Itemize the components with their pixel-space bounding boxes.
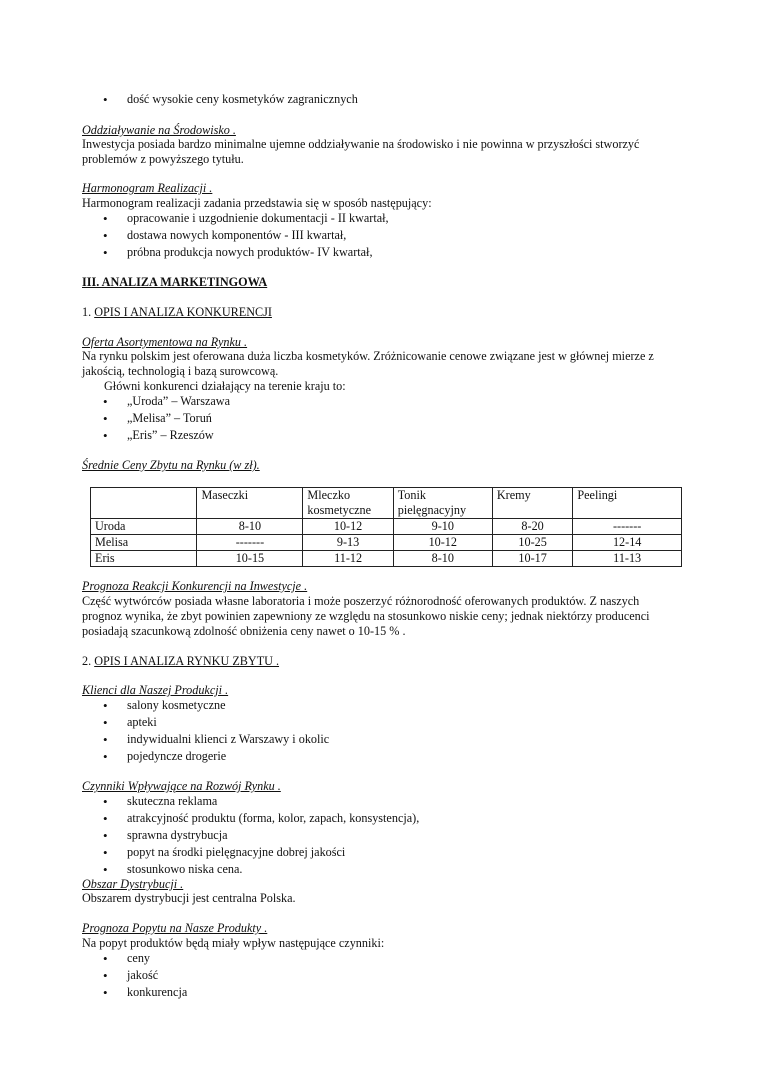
reaction-heading: Prognoza Reakcji Konkurencji na Inwestycje . xyxy=(82,579,308,593)
table-cell: 8-10 xyxy=(197,519,303,535)
list-item: • „Eris” – Rzeszów xyxy=(82,427,230,444)
table-header-cell: Maseczki xyxy=(197,488,303,519)
demand-text: Na popyt produktów będą miały wpływ następujące czynniki: xyxy=(82,936,385,950)
table-cell: 10-15 xyxy=(197,551,303,567)
factors-list xyxy=(82,793,419,878)
prices-heading: Średnie Ceny Zbytu na Rynku (w zł). xyxy=(82,458,260,472)
demand-list xyxy=(82,950,187,1001)
competitors-intro: Główni konkurenci działający na terenie kraju to: xyxy=(104,379,346,393)
table-row xyxy=(91,519,682,535)
offer-heading: Oferta Asortymentowa na Rynku . xyxy=(82,335,248,349)
prices-table xyxy=(90,487,682,567)
table-cell: 8-10 xyxy=(393,551,492,567)
table-header-cell: Peelingi xyxy=(573,488,682,519)
table-row xyxy=(91,551,682,567)
table-header-cell xyxy=(91,488,197,519)
list-item: • ceny xyxy=(82,950,187,967)
clients-list xyxy=(82,697,329,765)
subsection-heading-competition xyxy=(82,305,272,320)
table-header-row xyxy=(91,488,682,519)
table-cell: 9-13 xyxy=(303,535,393,551)
list-item: • dostawa nowych komponentów - III kwartał, xyxy=(82,227,389,244)
table-header-cell: Kremy xyxy=(492,488,573,519)
table-cell: 11-12 xyxy=(303,551,393,567)
list-item: • popyt na środki pielęgnacyjne dobrej jakości xyxy=(82,844,419,861)
list-item: • sprawna dystrybucja xyxy=(82,827,419,844)
demand-heading: Prognoza Popytu na Nasze Produkty . xyxy=(82,921,268,935)
table-cell: 10-25 xyxy=(492,535,573,551)
table-cell: 10-12 xyxy=(393,535,492,551)
table-cell: ------- xyxy=(197,535,303,551)
list-item: • próbna produkcja nowych produktów- IV kwartał, xyxy=(82,244,389,261)
table-cell: Uroda xyxy=(91,519,197,535)
env-text: Inwestycja posiada bardzo minimalne ujemne oddziaływanie na środowisko i nie powinna w przyszłości stworzyć problemów z powyższego tytułu. xyxy=(82,137,640,166)
table-header-cell: Tonik pielęgnacyjny xyxy=(393,488,492,519)
list-item: • apteki xyxy=(82,714,329,731)
env-heading: Oddziaływanie na Środowisko . xyxy=(82,123,236,137)
list-item: • „Uroda” – Warszawa xyxy=(82,393,230,410)
table-cell: 9-10 xyxy=(393,519,492,535)
distribution-heading: Obszar Dystrybucji . xyxy=(82,877,184,891)
subsection-number: 1. xyxy=(82,305,92,319)
table-cell: 10-17 xyxy=(492,551,573,567)
list-item: • skuteczna reklama xyxy=(82,793,419,810)
schedule-list xyxy=(82,210,389,261)
list-item: • opracowanie i uzgodnienie dokumentacji - II kwartał, xyxy=(82,210,389,227)
table-cell: 10-12 xyxy=(303,519,393,535)
subsection-heading-market xyxy=(82,654,279,669)
table-cell: 8-20 xyxy=(492,519,573,535)
table-cell: ------- xyxy=(573,519,682,535)
list-item: • salony kosmetyczne xyxy=(82,697,329,714)
distribution-text: Obszarem dystrybucji jest centralna Polska. xyxy=(82,891,296,905)
list-item: • stosunkowo niska cena. xyxy=(82,861,419,878)
table-header-cell: Mleczko kosmetyczne xyxy=(303,488,393,519)
table-cell: Eris xyxy=(91,551,197,567)
clients-heading: Klienci dla Naszej Produkcji . xyxy=(82,683,229,697)
table-cell: 12-14 xyxy=(573,535,682,551)
section-heading-marketing: III. ANALIZA MARKETINGOWA xyxy=(82,275,268,289)
table-cell: 11-13 xyxy=(573,551,682,567)
list-item: • dość wysokie ceny kosmetyków zagranicznych xyxy=(82,91,358,108)
list-item: • atrakcyjność produktu (forma, kolor, zapach, konsystencja), xyxy=(82,810,419,827)
competitors-list xyxy=(82,393,230,444)
subsection-title: OPIS I ANALIZA KONKURENCJI xyxy=(94,305,272,319)
intro-bullet-list xyxy=(82,91,358,108)
table-cell: Melisa xyxy=(91,535,197,551)
table-row xyxy=(91,535,682,551)
subsection-number: 2. xyxy=(82,654,92,668)
list-item: • jakość xyxy=(82,967,187,984)
schedule-heading: Harmonogram Realizacji . xyxy=(82,181,213,195)
subsection-title: OPIS I ANALIZA RYNKU ZBYTU . xyxy=(94,654,280,668)
list-item: • pojedyncze drogerie xyxy=(82,748,329,765)
factors-heading: Czynniki Wpływające na Rozwój Rynku . xyxy=(82,779,281,793)
list-item: • indywidualni klienci z Warszawy i okolic xyxy=(82,731,329,748)
reaction-text: Część wytwórców posiada własne laboratoria i może poszerzyć różnorodność oferowanych produktów. Z naszych prognoz wynika, że zbyt powinien zapewniony ze względu na stosunkowo niskie ceny; jednak niektórzy producenci posiadają szacunkową zdolność obniżenia ceny nawet o 10-15 % . xyxy=(82,594,650,638)
offer-text: Na rynku polskim jest oferowana duża liczba kosmetyków. Zróżnicowanie cenowe związane jest w głównej mierze z jakością, technologią i bazą surowcową. xyxy=(82,349,654,378)
schedule-intro: Harmonogram realizacji zadania przedstawia się w sposób następujący: xyxy=(82,196,432,210)
list-item: • „Melisa” – Toruń xyxy=(82,410,230,427)
list-item: • konkurencja xyxy=(82,984,187,1001)
